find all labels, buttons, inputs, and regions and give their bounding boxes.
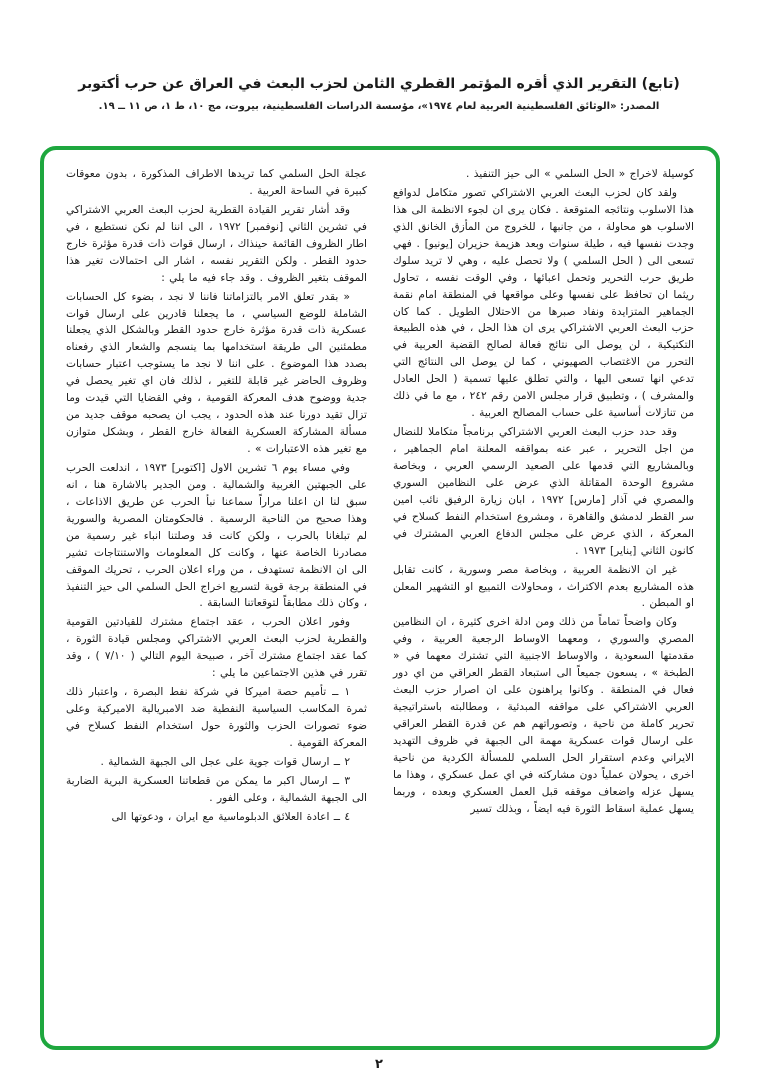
paragraph: وكان واضحاً تماماً من ذلك ومن ادلة اخرى كثيرة ، ان النظامين المصري والسوري ، ومعهما الاوساط الرجعية العربية ، وفي مقدمتها السعودية ، والاوساط الاجنبية التي تشترك معهما في « الطبخة » ، يسعون جميعاً الى استبعاد القطر العراقي من اي دور فعال في المنطقة . وكانوا يراهنون على ان اصرار حزب البعث العربي الاشتراكي على مواقفه المبدئية ، ومطالبته باستراتيجية تحرير كاملة من ناحية ، وتصوراتهم هم عن قدرة القطر العراقي على ارسال قوات عسكرية مهمة الى الجبهة في ظروف التهديد الايراني وعدم استقرار الحل السلمي للمسألة الكردية من ناحية اخرى ، يحولان عملياً دون مشاركته في اي عمل عسكري ، وهذا ما يسهل عزله واضعاف موقفه قبل العمل العسكري وبعده ، وربما يسهل عملية اسقاط الثورة فيه ايضاً ، وبذلك تسير xyxy=(393,616,694,815)
paragraph: وفور اعلان الحرب ، عقد اجتماع مشترك للقيادتين القومية والقطرية لحزب البعث العربي الاشتراكي ومجلس قيادة الثورة ، كما عقد اجتماع مشترك آخر ، صبيحة اليوم التالي ( ٧/١٠ ) ، وقد تقرر في هذين الاجتماعين ما يلي : xyxy=(66,616,367,680)
document-header xyxy=(0,0,758,112)
paragraph: كوسيلة لاخراج « الحل السلمي » الى حيز التنفيذ . xyxy=(465,168,694,180)
green-bordered-content-box xyxy=(40,146,720,1050)
paragraph: وقد أشار تقرير القيادة القطرية لحزب البعث العربي الاشتراكي في تشرين الثاني [نوفمبر] ١٩٧٢ ، الى اننا لم نكن نستطيع ، في اطار الظروف القائمة حينذاك ، ارسال قوات ذات قدرة مؤثرة خارج حدود القطر . ولكن التقرير نفسه ، اشار الى احتمالات تغير هذا الموقف بتغير الظروف . وقد جاء فيه ما يلي : xyxy=(66,203,367,284)
source-line: المصدر: «الوثائق الفلسطينية العربية لعام ١٩٧٤»، مؤسسة الدراسات الفلسطينية، بيروت، مج ١٠، ط ١، ص ١١ ــ ١٩. xyxy=(98,101,660,112)
paragraph: ٤ ــ اعادة العلائق الدبلوماسية مع ايران ، ودعوتها الى xyxy=(111,810,351,823)
document-title: (تابع) التقرير الذي أقره المؤتمر القطري الثامن لحزب البعث في العراق عن حرب أكتوبر xyxy=(78,76,680,92)
column-left xyxy=(66,166,367,1032)
paragraph: وفي مساء يوم ٦ تشرين الاول [اكتوبر] ١٩٧٣ ، اندلعت الحرب على الجبهتين الغربية والشمالية . ومن الجدير بالاشارة هنا ، انه سبق لنا ان اعلنا مراراً سماعنا نبأ الحرب عن طريق الاذاعات ، وهذا صحيح من الناحية الرسمية . فالحكومتان المصرية والسورية لم تبلغانا بالحرب ، ولكن كانت قد وصلتنا انباء غير رسمية من مصادرنا الخاصة عنها ، وكانت كل المعلومات والاستنتاجات تشير الى ان الانظمة تستهدف ، من وراء اعلان الحرب ، تحريك الموقف في المنطقة برجة قوية لتسريع اخراج الحل السلمي الى حيز التنفيذ ، وكان ذلك مطابقاً لتوقعاتنا السابقة . xyxy=(66,461,367,610)
paragraph: ولقد كان لحزب البعث العربي الاشتراكي تصور متكامل لدوافع هذا الاسلوب ونتائجه المتوقعة . فكان يرى ان لجوء الانظمة الى هذا الاسلوب هو محاولة ، من جانبها ، للخروج من المأزق الخانق الذي وجدت نفسها فيه ، طيلة سنوات وبعد هزيمة حزيران [يونيو] . فهي تسعى الى ( الحل السلمي ) ولا تحصل عليه ، وهي لا تريد سلوك طريق حرب التحرير وتحمل اعبائها ، وفي الوقت نفسه ، تحاول ريثما ان تحافظ على نفسها وعلى مواقعها في المنطقة امام نقمة الجماهير المتزايدة ونفاد صبرها من الاحتلال الطويل . كما كان حزب البعث العربي الاشتراكي يرى ان هذا الحل ، في هذه الطبيعة التكتيكية ، لن يوصل الى نتائج فعالة لصالح القضية العربية في التحرر من الاغتصاب الصهيوني ، كما لن يوصل الى النتائج التي تدعي انها تسعى اليها ، والتي تطلق عليها تسمية ( الحل العادل والمشرف ) ، وتطبيق قرار مجلس الامن رقم ٢٤٢ ، مع ما في ذلك من تنازلات أساسية على حساب المصالح العربية . xyxy=(393,186,694,420)
paragraph: وقد حدد حزب البعث العربي الاشتراكي برنامجاً متكاملا للنضال من اجل التحرير ، عبر عنه بمواقفه المعلنة امام الجماهير ، وبالمشاريع التي قدمها على الصعيد الرسمي العربي ، وبخاصة مشروع الوحدة المقاتلة الذي عرض على النظامين السوري والمصري في آذار [مارس] ١٩٧٢ ، ابان زيارة الرفيق نائب امين سر القطر لدمشق والقاهرة ، ومشروع استخدام النفط كسلاح في المعركة ، الذي عرض على مجلس الدفاع العربي المشترك في كانون الثاني [يناير] ١٩٧٣ . xyxy=(393,426,694,557)
two-column-text xyxy=(66,166,694,1032)
page-number: ٢ xyxy=(375,1057,383,1072)
paragraph: عجلة الحل السلمي كما تريدها الاطراف المذكورة ، بدون معوقات كبيرة في الساحة العربية . xyxy=(66,168,367,197)
paragraph: ١ ــ تأميم حصة اميركا في شركة نفط البصرة ، واعتبار ذلك ثمرة المكاسب السياسية النفطية ضد الامبريالية الاميركية وعلى ضوء تصورات الحزب والثورة حول استخدام النفط كسلاح في المعركة القومية . xyxy=(66,686,367,749)
paragraph: ٣ ــ ارسال اكبر ما يمكن من قطعاتنا العسكرية البرية الضاربة الى الجبهة الشمالية ، وعلى الفور . xyxy=(66,774,367,804)
paragraph: ٢ ــ ارسال قوات جوية على عجل الى الجبهة الشمالية . xyxy=(100,755,351,768)
column-right xyxy=(393,166,694,1032)
paragraph: « بقدر تعلق الامر بالتزاماتنا فاننا لا نجد ، بضوء كل الحسابات الشاملة للوضع السياسي ، ما يجعلنا قادرين على ارسال قوات عسكرية ذات قدرة مؤثرة خارج حدود القطر وبالشكل الذي يجعلنا مطمئنين الى طريقة استخدامها بما ينسجم والشعار الذي رفعناه بصدد هذا الموضوع . على اننا لا نجد ما يستوجب اعتبار حسابات وظروف الحاضر غير قابلة للتغير ، لذلك فان اي تغير يحصل في جدية ووضوح هدف المعركة القومية ، وفي القضايا التي قيدت وما تزال تقيد دورنا عند هذه الحدود ، يجب ان يصحبه موقف جديد من مسألة المشاركة العسكرية الفعالة خارج القطر ، وبشكل متوازن مع تغير هذه الاعتبارات » . xyxy=(66,290,367,455)
paragraph: غير ان الانظمة العربية ، وبخاصة مصر وسورية ، كانت تقابل هذه المشاريع بعدم الاكتراث ، ومحاولات التمييع او التشهير المعلن او المبطن . xyxy=(393,563,694,610)
